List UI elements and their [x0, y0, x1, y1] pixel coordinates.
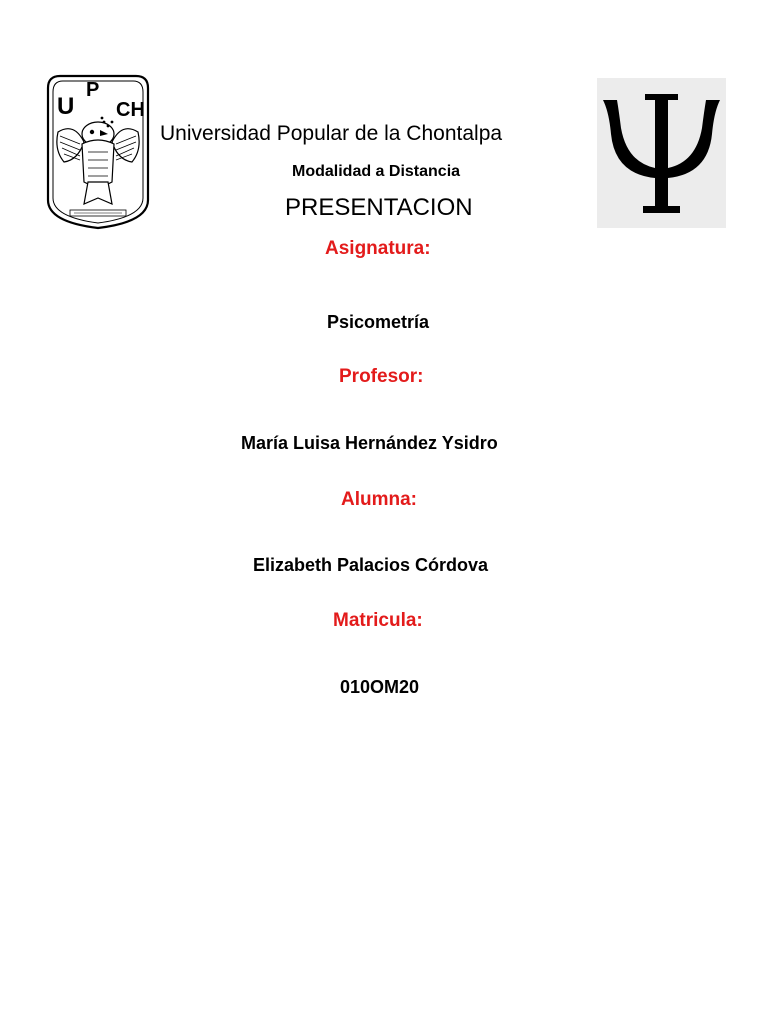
teacher-value: María Luisa Hernández Ysidro	[241, 433, 498, 453]
svg-text:U: U	[57, 93, 75, 120]
modality-subtitle: Modalidad a Distancia	[292, 163, 461, 180]
psi-icon	[597, 78, 726, 228]
subject-label: Asignatura:	[325, 238, 431, 259]
svg-text:CH: CH	[116, 99, 145, 121]
subject-value: Psicometría	[327, 312, 430, 332]
student-label: Alumna:	[341, 489, 417, 510]
student-value: Elizabeth Palacios Córdova	[253, 555, 489, 575]
id-value: 010OM20	[340, 677, 420, 697]
svg-text:P: P	[86, 79, 100, 101]
university-name: Universidad Popular de la Chontalpa	[160, 122, 503, 145]
upch-seal-logo	[44, 72, 152, 230]
psychology-psi-logo	[597, 78, 726, 228]
presentation-title: PRESENTACION	[285, 194, 473, 221]
teacher-label: Profesor:	[339, 366, 424, 387]
id-label: Matricula:	[333, 610, 423, 631]
